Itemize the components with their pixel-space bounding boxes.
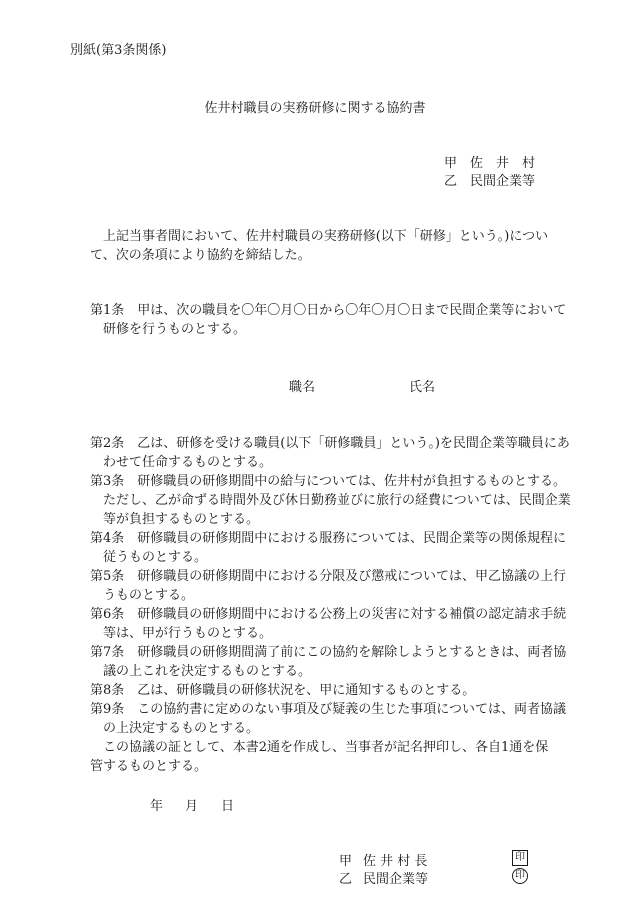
signatory-a (339, 850, 427, 869)
article-9: 第9条 この協約書に定めのない事項及び疑義の生じた事項については、両者協議の上決定するものとする。 (90, 702, 567, 736)
article-7: 第7条 研修職員の研修期間満了前にこの協約を解除しようとするときは、両者協議の上これを決定するものとする。 (90, 645, 567, 679)
intro-paragraph: 上記当事者間において、佐井村職員の実務研修(以下「研修」という。)について、次の条項により協約を締結した。 (90, 229, 549, 263)
article-4: 第4条 研修職員の研修期間中における服務については、民間企業等の関係規程に従うものとする。 (90, 531, 567, 565)
signatory-b (339, 868, 428, 887)
party-b (444, 170, 535, 189)
article-2: 第2条 乙は、研修を受ける職員(以下「研修職員」という。)を民間企業等職員にあわせて任命するものとする。 (90, 436, 570, 470)
name-header: 氏名 (409, 380, 436, 395)
date-year: 年 (150, 799, 164, 814)
party-a-label: 甲 (444, 156, 458, 171)
date-month: 月 (185, 799, 199, 814)
date-day: 日 (221, 799, 235, 814)
signatory-b-name: 民間企業等 (363, 872, 429, 887)
party-a-name: 佐 井 村 (470, 156, 536, 171)
article-6: 第6条 研修職員の研修期間中における公務上の災害に対する補償の認定請求手続等は、甲が行うものとする。 (90, 607, 567, 641)
party-b-name: 民間企業等 (470, 174, 536, 189)
document-title: 佐井村職員の実務研修に関する協約書 (204, 101, 426, 116)
article-5: 第5条 研修職員の研修期間中における分限及び懲戒については、甲乙協議の上行うものとする。 (90, 569, 567, 603)
article-8: 第8条 乙は、研修職員の研修状況を、甲に通知するものとする。 (90, 683, 476, 698)
annex-label: 別紙(第3条関係) (70, 43, 167, 58)
party-b-label: 乙 (444, 174, 458, 189)
party-a (444, 152, 535, 171)
seal-mark-b: 印 (512, 868, 528, 884)
signatory-a-name: 佐 井 村 長 (363, 854, 428, 869)
signatory-a-label: 甲 (339, 854, 353, 869)
signatory-b-label: 乙 (339, 872, 353, 887)
position-header: 職名 (289, 380, 316, 395)
article-1: 第1条 甲は、次の職員を〇年〇月〇日から〇年〇月〇日まで民間企業等において研修を行うものとする。 (90, 303, 567, 337)
seal-mark-a: 印 (512, 850, 528, 866)
article-3: 第3条 研修職員の研修期間中の給与については、佐井村が負担するものとする。ただし、乙が命ずる時間外及び休日勤務並びに旅行の経費については、民間企業等が負担するものとする。 (90, 474, 571, 527)
closing-paragraph: この協議の証として、本書2通を作成し、当事者が記名押印し、各自1通を保管するものとする。 (90, 740, 549, 774)
